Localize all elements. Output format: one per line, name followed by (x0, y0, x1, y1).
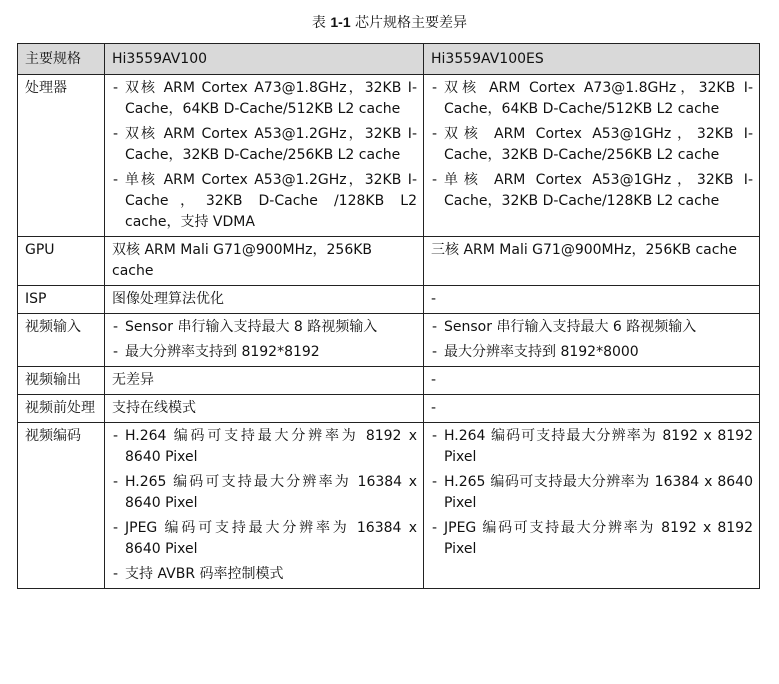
table-row-gpu (18, 237, 760, 286)
cell-av100 (105, 237, 424, 286)
cell-av100es (424, 314, 760, 367)
caption-title: 芯片规格主要差异 (350, 15, 468, 31)
list-item: - Sensor 串行输入支持最大 8 路视频输入 (112, 317, 417, 338)
list-item: - JPEG 编码可支持最大分辨率为 8192 x 8192 Pixel (431, 518, 753, 560)
list-item: - Sensor 串行输入支持最大 6 路视频输入 (431, 317, 753, 338)
table-row-video-preprocessing (18, 395, 760, 423)
row-label: 视频编码 (18, 423, 105, 589)
cell-av100 (105, 75, 424, 237)
row-label: 处理器 (18, 75, 105, 237)
row-label: 视频输入 (18, 314, 105, 367)
row-label: GPU (18, 237, 105, 286)
list-item: - 最大分辨率支持到 8192*8000 (431, 342, 753, 363)
cell-av100 (105, 367, 424, 395)
list-item: - 双核 ARM Cortex A53@1.2GHz，32KB I-Cache，32KB D-Cache/256KB L2 cache (112, 124, 417, 166)
cell-av100es (424, 367, 760, 395)
list-item: - 双核 ARM Cortex A73@1.8GHz，32KB I-Cache，64KB D-Cache/512KB L2 cache (431, 78, 753, 120)
cell-text: - (431, 400, 437, 416)
table-row-video-encoding (18, 423, 760, 589)
table-row-processor (18, 75, 760, 237)
list-item: - 单核 ARM Cortex A53@1GHz，32KB I-Cache，32KB D-Cache/128KB L2 cache (431, 170, 753, 212)
cell-text: 支持在线模式 (112, 400, 196, 416)
header-hi3559av100es: Hi3559AV100ES (424, 44, 760, 75)
row-label: ISP (18, 286, 105, 314)
list-item: - 双核 ARM Cortex A53@1GHz，32KB I-Cache，32KB D-Cache/256KB L2 cache (431, 124, 753, 166)
list-item: - 单核 ARM Cortex A53@1.2GHz，32KB I-Cache，32KB D-Cache /128KB L2 cache，支持 VDMA (112, 170, 417, 233)
table-row-video-input (18, 314, 760, 367)
cell-av100es (424, 395, 760, 423)
cell-av100es (424, 423, 760, 589)
table-row-isp (18, 286, 760, 314)
list-item: - H.265 编码可支持最大分辨率为 16384 x 8640 Pixel (112, 472, 417, 514)
cell-av100es (424, 75, 760, 237)
row-label: 视频前处理 (18, 395, 105, 423)
list-item: - JPEG 编码可支持最大分辨率为 16384 x 8640 Pixel (112, 518, 417, 560)
list-item: - H.264 编码可支持最大分辨率为 8192 x 8192 Pixel (431, 426, 753, 468)
cell-text: 双核 ARM Mali G71@900MHz，256KB cache (112, 242, 373, 279)
cell-av100 (105, 286, 424, 314)
table-caption (0, 12, 779, 32)
list-item: - 支持 AVBR 码率控制模式 (112, 564, 417, 585)
cell-text: 图像处理算法优化 (112, 291, 224, 307)
cell-text: - (431, 291, 437, 307)
list-item: - H.265 编码可支持最大分辨率为 16384 x 8640 Pixel (431, 472, 753, 514)
header-spec: 主要规格 (18, 44, 105, 75)
spec-difference-table (17, 43, 760, 589)
cell-av100 (105, 314, 424, 367)
list-item: - H.264 编码可支持最大分辨率为 8192 x 8640 Pixel (112, 426, 417, 468)
header-row (18, 44, 760, 75)
caption-prefix: 表 (311, 15, 331, 31)
cell-av100es (424, 237, 760, 286)
row-label: 视频输出 (18, 367, 105, 395)
list-item: - 双核 ARM Cortex A73@1.8GHz，32KB I-Cache，64KB D-Cache/512KB L2 cache (112, 78, 417, 120)
header-hi3559av100: Hi3559AV100 (105, 44, 424, 75)
cell-av100 (105, 395, 424, 423)
cell-text: - (431, 372, 437, 388)
cell-av100es (424, 286, 760, 314)
caption-number: 1-1 (330, 14, 351, 30)
cell-av100 (105, 423, 424, 589)
cell-text: 三核 ARM Mali G71@900MHz，256KB cache (431, 242, 737, 258)
list-item: - 最大分辨率支持到 8192*8192 (112, 342, 417, 363)
cell-text: 无差异 (112, 372, 154, 388)
table-row-video-output (18, 367, 760, 395)
